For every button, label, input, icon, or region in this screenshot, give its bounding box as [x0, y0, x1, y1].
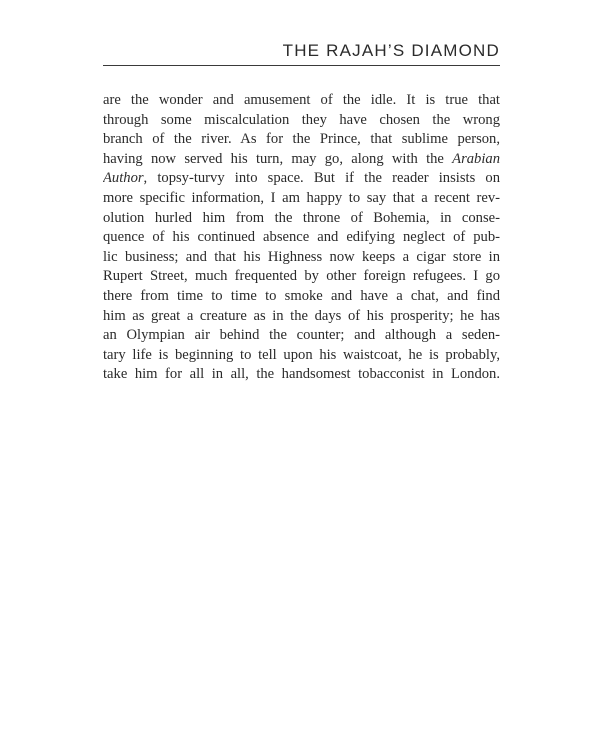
header-rule	[103, 65, 500, 66]
text-line: him as great a creature as in the days of his prosperity; he has	[103, 307, 500, 324]
text-line-last: take him for all in all, the handsomest tobacconist in London.	[103, 366, 500, 383]
text-line: tary life is beginning to tell upon his waistcoat, he is probably,	[103, 346, 500, 363]
text-line: are the wonder and amusement of the idle. It is true that	[103, 92, 500, 108]
text-line: there from time to time to smoke and have a chat, and find	[103, 287, 500, 304]
text-line: lic business; and that his Highness now keeps a cigar store in	[103, 248, 500, 265]
text-line: Rupert Street, much frequented by other foreign refugees. I go	[103, 268, 500, 285]
text-line: an Olympian air behind the counter; and although a seden-	[103, 327, 500, 344]
text-line: having now served his turn, may go, along with the Arabian	[103, 150, 500, 167]
text-line: through some miscalculation they have chosen the wrong	[103, 111, 500, 128]
text-line: branch of the river. As for the Prince, that sublime person,	[103, 131, 500, 148]
text-line: quence of his continued absence and edifying neglect of pub-	[103, 229, 500, 246]
body-paragraph	[103, 91, 500, 385]
running-head-title: THE RAJAH’S DIAMOND	[282, 41, 500, 60]
italic-title: Arabian	[452, 150, 500, 167]
text-line: Author, topsy-turvy into space. But if the reader insists on	[103, 170, 500, 187]
text-line: olution hurled him from the throne of Bohemia, in conse-	[103, 209, 500, 226]
italic-title: Author	[103, 170, 144, 187]
text-line: more specific information, I am happy to say that a recent rev-	[103, 189, 500, 206]
